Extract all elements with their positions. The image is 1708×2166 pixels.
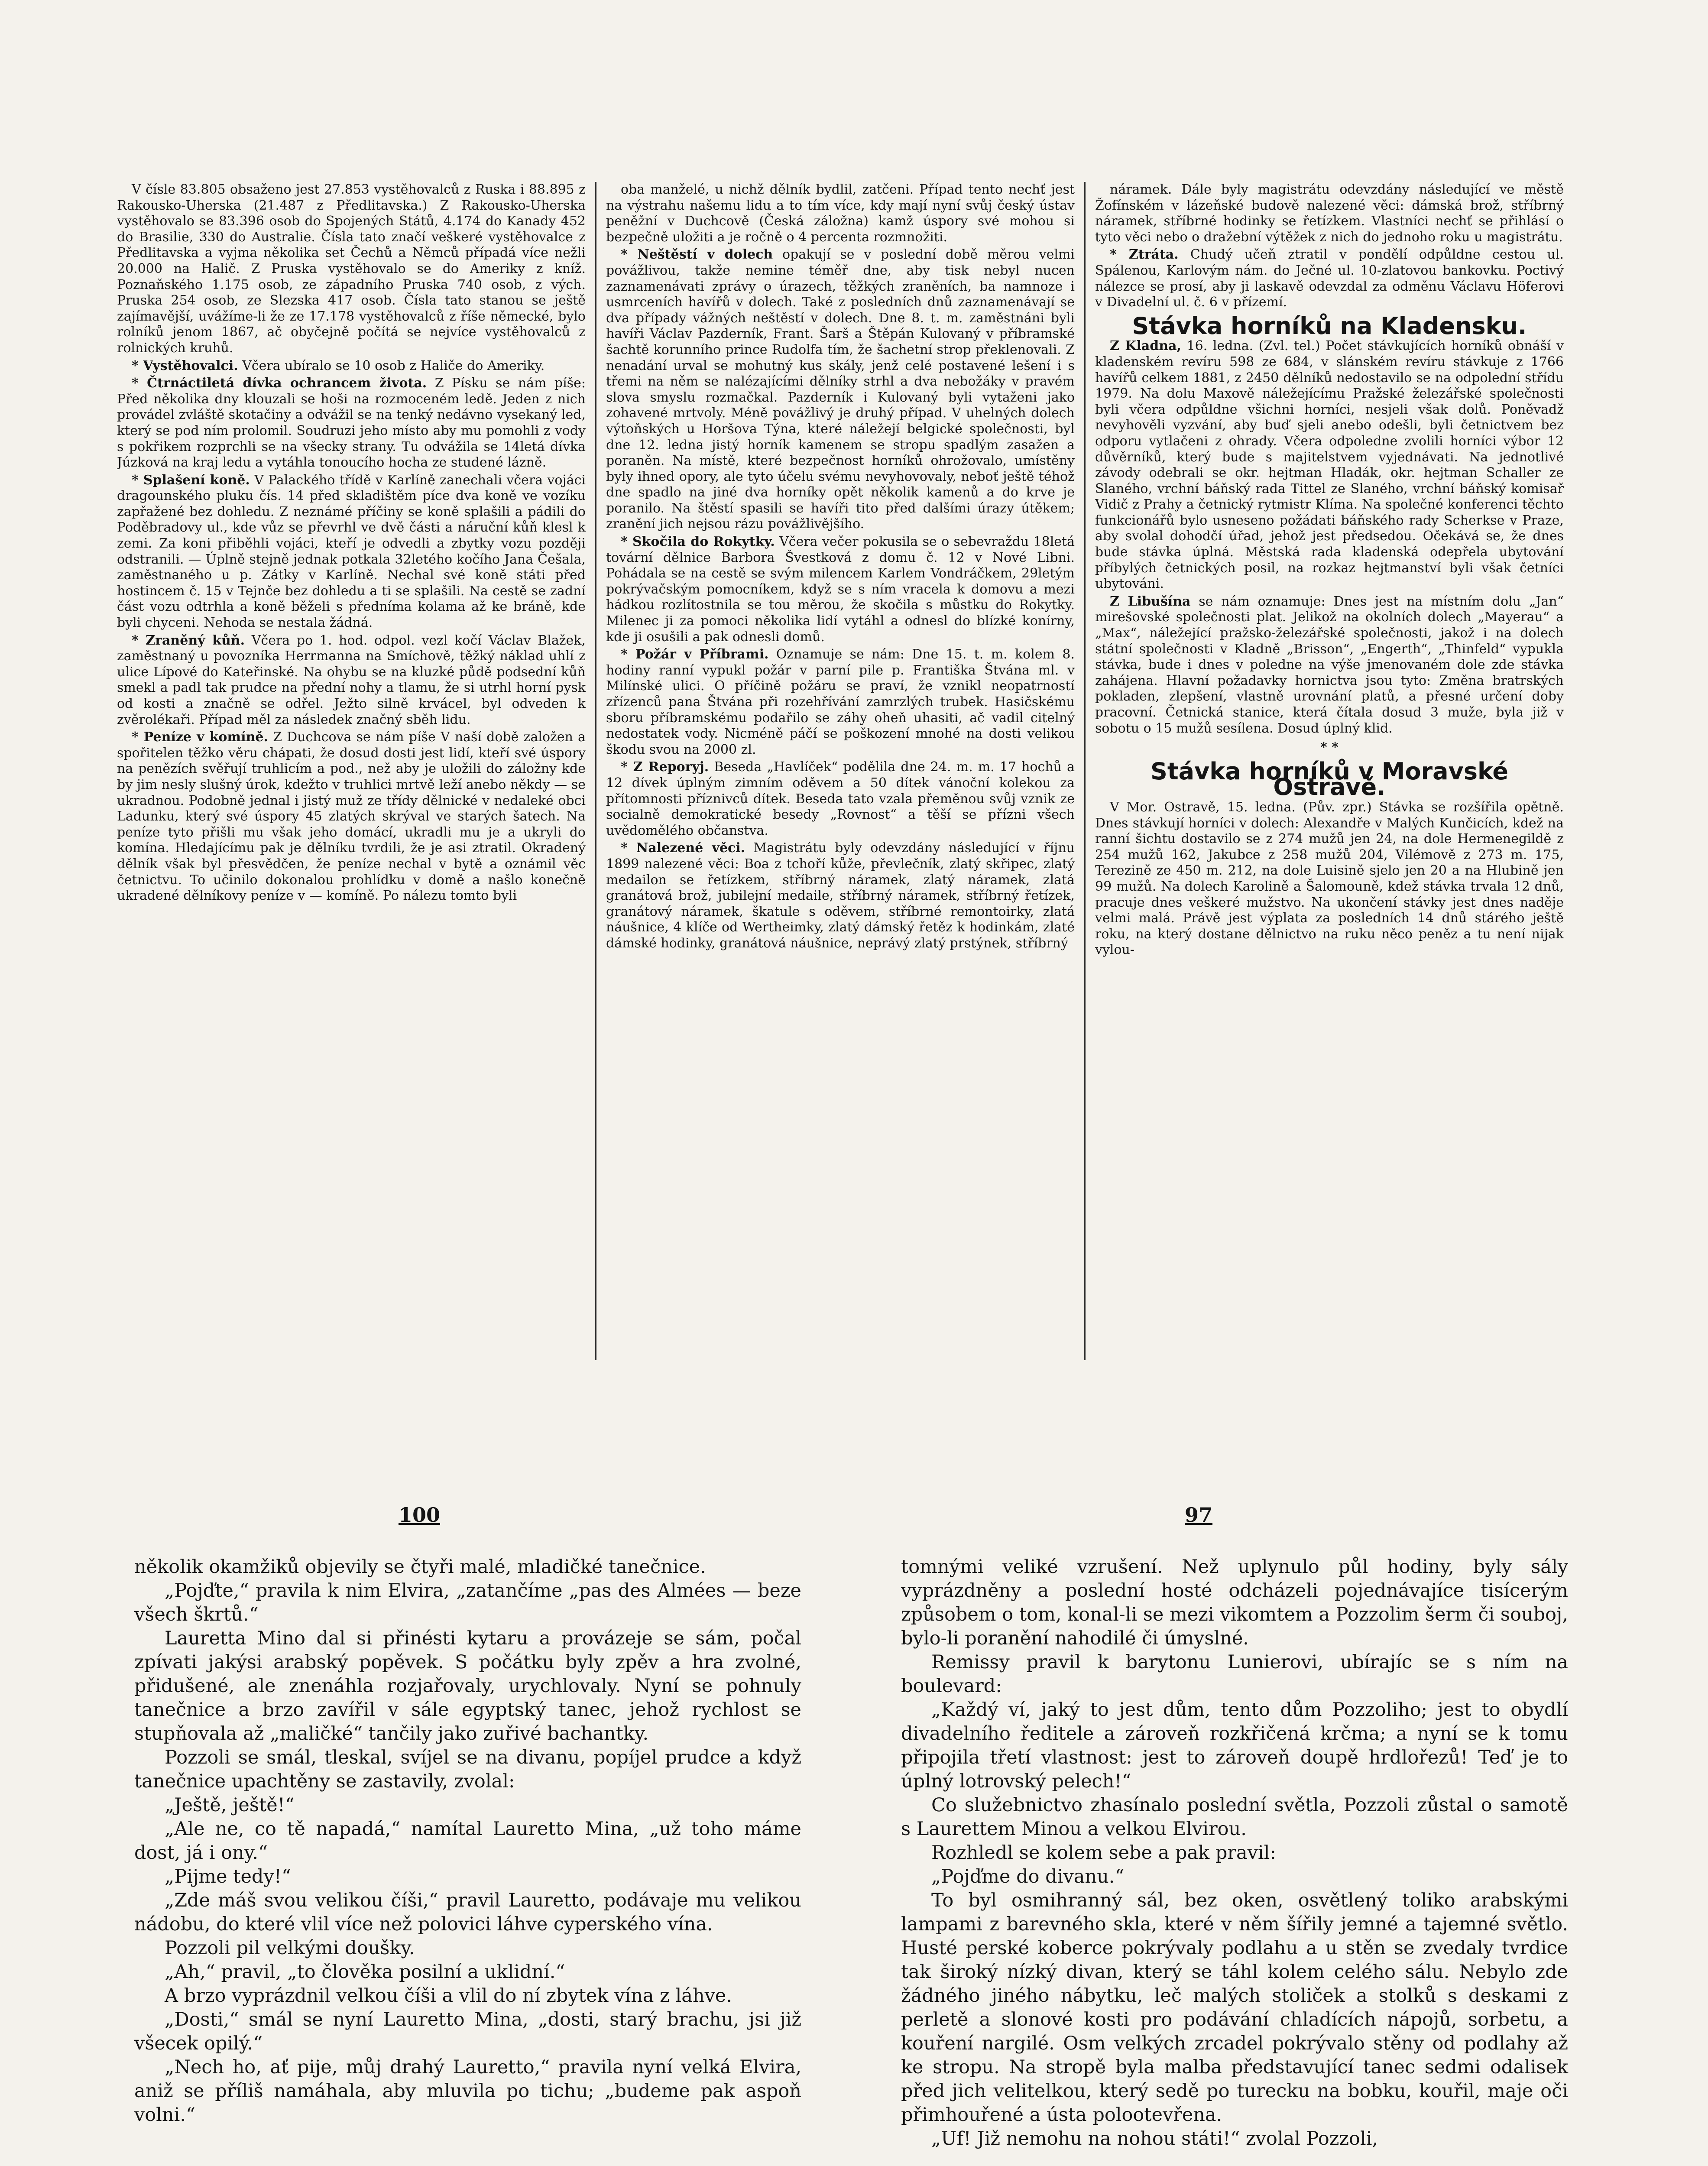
news-item-heading: Z Libušína — [1110, 593, 1191, 609]
news-item-heading: * Požár v Příbrami. — [621, 647, 769, 662]
news-paragraph — [1095, 182, 1564, 245]
news-item-text: Včera ubíralo se 10 osob z Haliče do Ameriky. — [238, 358, 545, 373]
news-item-text: Chudý učeň ztratil v pondělí odpůldne cestou ul. Spálenou, Karlovým nám. do Ječné ul. 10-zlatovou bankovku. Poctivý nálezce se prosí, aby ji laskavě odevzdal za odměnu Václavu Höferovi v Divadelní ul. č. 6 v přízemí. — [1095, 247, 1564, 310]
page-number-left: 100 — [399, 1503, 441, 1527]
news-paragraph — [606, 647, 1075, 758]
news-paragraph — [1095, 800, 1564, 958]
news-paragraph — [1095, 247, 1564, 310]
news-item-heading: * Peníze v komíně. — [132, 730, 268, 745]
novel-paragraph: A brzo vyprázdnil velkou číši a vlil do ní zbytek vína z láhve. — [165, 1985, 732, 2007]
novel-paragraph: To byl osmihranný sál, bez oken, osvětlený toliko arabskými lampami z barevného skla, které v něm šířily jemné a tajemné světlo. Husté perské koberce pokrývaly podlahu a u stěn se zvedaly tvrdice tak široký nízký divan, který se táhl kolem celého sálu. Nebylo zde žádného jiného nábytku, leč malých stoliček a stolků s deskami z perletě a slonové kosti pro podávání chladících nápojů, sorbetu, a kouření nargilé. Osm velkých zrcadel pokrývalo stěny od podlahy až ke stropu. Na stropě byla malba představující tanec sedmi odalisek před jich velitelkou, který sedě po turecku na bobku, kouřil, maje oči přimhouřené a ústa polootevřena. — [901, 1890, 1568, 2126]
novel-page-left — [134, 1555, 801, 2127]
news-paragraph — [117, 358, 586, 374]
news-item-heading: * Splašení koně. — [132, 472, 250, 488]
article-headline: Stávka horníků v Moravské Ostravě. — [1150, 757, 1509, 801]
news-item-text: Včera po 1. hod. odpol. vezl kočí Václav Blažek, zaměstnaný u povozníka Herrmanna na Smíchově, těžký náklad uhlí z ulice Lípové do Kateřinské. Na ohybu se na kluzké půdě podsední kůň smekl a padl tak prudce na přední nohy a tlamu, že si utrhl horní pysk od kosti a značně se odřel. Ježto silně krvácel, byl odveden k zvěrolékaři. Případ měl za následek značný sběh lidu. — [117, 632, 586, 727]
news-paragraph — [117, 376, 586, 471]
novel-paragraph: „Pojďme do divanu.“ — [931, 1866, 1125, 1887]
news-column-3 — [1095, 182, 1564, 1360]
novel-paragraph: „Každý ví, jaký to jest dům, tento dům Pozzoliho; jest to obydlí divadelního ředitele a zároveň rozkřičená krčma; a nyní se k tomu připojila třetí vlastnost: jest to zároveň doupě hrdlořezů! Teď je to úplný lotrovský pelech!“ — [901, 1699, 1568, 1792]
novel-paragraph: „Ah,“ pravil, „to člověka posilní a uklidní.“ — [165, 1961, 565, 1983]
novel-paragraph: Rozhledl se kolem sebe a pak pravil: — [931, 1842, 1276, 1864]
news-item-heading: * Nalezené věci. — [621, 840, 745, 856]
news-item-text: 16. ledna. (Zvl. tel.) Počet stávkujících horníků obnáší v kladenském revíru 598 ze 684, v slánském revíru stávkuje z 1766 havířů celkem 1881, z 2450 dělníků nedostavilo se na odpolední střídu 1979. Na dolu Maxově náležejícímu Pražské železářské společnosti byli včera odpůldne všichni horníci, nesjeli však dolů. Poněvadž nevyhověli vyzvání, aby buď sjeli anebo odešli, byli četnictvem bez odporu vytlačeni z ohrady. Včera odpoledne zvolili horníci výbor 12 důvěrníků, který bude s majitelstvem vyjednávati. Na jednotlivé závody odebrali se okr. hejtman Hladák, okr. hejtman Schaller ze Slaného, vrchní báňský rada Tittel ze Slaného, vrchní báňský komisař Vidič z Prahy a četnický rytmistr Klíma. Na společné konferenci těchto funkcionářů bylo usneseno požádati báňského rady Scherkse v Praze, aby svolal dohodčí úřad, jehož jest předsedou. Očekává se, že dnes bude stávka úplná. Městská rada kladenská odepřela ubytování příbylých četnických posil, na rozkaz hejtmanství byli však četníci ubytováni. — [1095, 338, 1564, 592]
news-item-heading: * Neštěstí v dolech — [621, 247, 773, 263]
news-item-heading: * Ztráta. — [1110, 247, 1179, 263]
news-column-2 — [606, 182, 1075, 1360]
novel-paragraph: „Nech ho, ať pije, můj drahý Lauretto,“ pravila nyní velká Elvira, aniž se příliš namáhala, aby mluvila po tichu; „budeme pak aspoň volni.“ — [134, 2056, 801, 2126]
news-paragraph — [117, 473, 586, 631]
news-paragraph — [1095, 594, 1564, 736]
novel-paragraph: tomnými veliké vzrušení. Než uplynulo půl hodiny, byly sály vyprázdněny a poslední hosté odcházeli pojednávajíce tisícerým způsobem o tom, konal-li se mezi vikomtem a Pozzolim šerm či souboj, bylo-li poranění nahodilé či úmyslné. — [901, 1556, 1568, 1649]
news-item-text: Z Duchcova se nám píše V naší době založen a spořitelen těžko věru chápati, že dosud dosti jest lidí, kteří své úspory na penězích svěřují truhlicím a pod., než aby je uložili do záložny kde by jim nesly slušný úrok, kdežto v truhlici mrtvě leží anebo někdy — se ukradnou. Podobně jednal i jistý muž ze třídy dělnické v nedaleké obci Ladunku, který své úspory 45 zlatých skrýval ve starých šatech. Na peníze tyto přišli mu však jeho domácí, ukradli mu je a ukryli do komína. Hledajícímu pak je dělníku tvrdili, že je asi ztratil. Okradený dělník však byl přesvědčen, že peníze nechal v bytě a oznámil věc četnictvu. To učinilo dokonalou prohlídku v domě a našlo konečně ukradené dělníkovy peníze v — komíně. Po nálezu tomto byli — [117, 730, 586, 904]
news-item-text: Magistrátu byly odevzdány následující v říjnu 1899 nalezené věci: Boa z tchoří kůže, převlečník, zlatý skřipec, zlatý medailon se řetízkem, stříbrný náramek, zlatý náramek, zlatá granátová brož, jubilejní medaile, stříbrný náramek, stříbrný řetízek, granátový náramek, škatule s oděvem, stříbrné remontoirky, zlatá náušnice, 4 klíče od Wertheimky, zlatý dámský řetěz k hodinkám, zlaté dámské hodinky, granátová náušnice, neprávý zlatý prstýnek, stříbrný — [606, 840, 1075, 951]
novel-paragraph: „Uf! Již nemohu na nohou státi!“ zvolal Pozzoli, — [931, 2128, 1378, 2150]
column-divider — [1084, 182, 1086, 1360]
news-paragraph — [606, 247, 1075, 532]
novel-paragraph: „Zde máš svou velikou číši,“ pravil Lauretto, podávaje mu velikou nádobu, do které vlil více než polovici láhve cyperského vína. — [134, 1890, 801, 1935]
news-item-text: Oznamuje se nám: Dne 15. t. m. kolem 8. hodiny ranní vypukl požár v parní pile p. Františka Štvána ml. v Milínské ulici. O příčině požáru se praví, že vznikl neopatrností zřízenců pana Štvána při rozehřívání zamrzlých trubek. Hasičskému sboru příbramskému podařilo se záhy oheň uhasiti, ač vadil citelný nedostatek vody. Nicméně páčí se poškození mnohé na dosti velikou škodu svou na 2000 zl. — [606, 647, 1075, 757]
section-separator: * * — [1320, 740, 1339, 756]
news-item-text: Z Písku se nám píše: Před několika dny klouzali se hoši na rozmoceném ledě. Jeden z nich provádel zvláště skotačiny a odvážil se na tenký nedávno vysekaný led, který se pod ním prolomil. Soudruzi jeho místo aby mu pomohli z vody s pokřikem rozprchli se na všecky strany. Tu odvážila se 14letá dívka Júzková na kraj ledu a vytáhla tonoucího hocha ze studené lázně. — [117, 376, 586, 470]
novel-paragraph: „Ještě, ještě!“ — [165, 1794, 295, 1816]
novel-paragraph: „Pojďte,“ pravila k nim Elvira, „zatančíme „pas des Almées — beze všech škrtů.“ — [134, 1580, 801, 1625]
news-item-heading: * Čtrnáctiletá dívka ochrancem života. — [132, 376, 427, 391]
news-paragraph — [1095, 338, 1564, 592]
news-item-heading: * Z Reporyj. — [621, 759, 709, 775]
news-item-text: V čísle 83.805 obsaženo jest 27.853 vystěhovalců z Ruska i 88.895 z Rakousko-Uherska (21.487 z Předlitavska.) Z Rakousko-Uherska vystěhovalo se 83.396 osob do Spojených Států, 4.174 do Kanady 452 do Brasilie, 330 do Australie. Čísla tato značí veškeré vystěhovalce z Předlitavska a vyjma několika set Čechů a Němců případá více nežli 20.000 na Halič. Z Pruska vystěhovalo se do Ameriky z kníž. Poznaňského 1.175 osob, ze západního Pruska 740 osob, z vých. Pruska 254 osob, ze Slezska 417 osob. Čísla tato stanou se ještě zajímavější, uvážíme-li že ze 17.178 vystěhovalců z říše německé, bylo rolníků jenom 1867, ač obyčejně počítá se nejvíce vystěhovalců z rolnických kruhů. — [117, 182, 586, 356]
column-divider — [595, 182, 596, 1360]
news-item-text: opakují se v poslední době měrou velmi povážlivou, takže nemine téměř dne, aby tisk nebyl nucen zaznamenávati zprávy o úrazech, těžkých zraněních, ba namnoze i usmrceních havířů v dolech. Také z posledních dnů zaznamenávají se dva případy vážných neštěstí v dolech. Dne 8. t. m. zaměstnáni byli havíři Václav Pazderník, Frant. Šarš a Štěpán Kulovaný v příbramské šachtě korunního prince Rudolfa tím, že šachetní strop překlenovali. Z nenadání urval se mohutný kus skály, jenž celé postavené lešení i s třemi na něm se nalézajícími dělníky strhl a dva nebožáky v pravém slova smyslu rozmačkal. Pazderník i Kulovaný byli vytaženi jako zohavené mrtvoly. Méně povážlivý je druhý případ. V uhelných dolech výtoňských u Horšova Týna, které náležejí belgické společnosti, byl dne 12. ledna jistý horník kamenem se stropu spadlým zasažen a poraněn. Na místě, které bezpečnost horníků ohrožovalo, umístěny byly ihned opory, ale tyto účelu svému nevyhovovaly, neboť ještě téhož dne spadlo na jiné dva horníky opět několik kamenů a do krve je poranilo. Na štěstí spasili se havíři tito před dalšími úrazy útěkem; zranění jich nejsou rázu povážlivějšího. — [606, 247, 1075, 532]
news-item-heading: Z Kladna, — [1110, 338, 1181, 354]
news-paragraph — [117, 182, 586, 357]
news-item-text: V Mor. Ostravě, 15. ledna. (Pův. zpr.) Stávka se rozšířila opětně. Dnes stávkují horníci v dolech: Alexandře v Malých Kunčicích, kdež na ranní šichtu dostavilo se z 274 mužů jen 24, na dole Hermenegildě z 254 mužů 162, Jakubce z 258 mužů 204, Vilémově z 273 m. 175, Terezině ze 450 m. 212, na dole Luisině sjelo jen 20 a na Hlubině jen 99 mužů. Na dolech Karolině a Šalomouně, kdež stávka trvala 12 dnů, pracuje dnes veškeré mužstvo. Na ukončení stávky jest dnes naděje velmi malá. Právě jest výplata za posledních 14 dnů stárého ještě roku, na který dostane dělnictvo na ruku něco peněz a tu není nijak vylou- — [1095, 799, 1564, 958]
news-paragraph — [606, 182, 1075, 245]
article-headline: Stávka horníků na Kladensku. — [1132, 312, 1527, 340]
novel-paragraph: Pozzoli se smál, tleskal, svíjel se na divanu, popíjel prudce a když tanečnice upachtěny se zastavily, zvolal: — [134, 1747, 801, 1792]
news-columns — [117, 182, 1564, 1360]
news-item-text: Včera večer pokusila se o sebevraždu 18letá tovární dělnice Barbora Švestková z domu č. 12 v Nové Libni. Pohádala se na cestě se svým milencem Karlem Vondráčkem, 29letým pokrývačským pomocníkem, když se s ním vracela k domovu a mezi hádkou rozlítostnila se tou měrou, že skočila s můstku do Rokytky. Milenec ji za pomoci několika lidí vytáhl a odnesl do blízké konírny, kde ji osušili a pak odnesli domů. — [606, 534, 1075, 645]
novel-paragraph: Pozzoli pil velkými doušky. — [165, 1937, 415, 1959]
news-paragraph — [117, 730, 586, 904]
novel-paragraph: několik okamžiků objevily se čtyři malé, mladičké tanečnice. — [134, 1556, 706, 1578]
news-item-heading: * Skočila do Rokytky. — [621, 534, 775, 550]
novel-paragraph: „Pijme tedy!“ — [165, 1866, 291, 1887]
novel-paragraph: „Dosti,“ smál se nyní Lauretto Mina, „dosti, starý brachu, jsi již všecek opilý.“ — [134, 2009, 801, 2054]
novel-paragraph: Remissy pravil k barytonu Lunierovi, ubírajíc se s ním na boulevard: — [901, 1651, 1568, 1697]
news-column-1 — [117, 182, 586, 1360]
page-number-right: 97 — [1185, 1503, 1213, 1527]
news-item-text: náramek. Dále byly magistrátu odevzdány následující ve městě Žofínském v lázeňské budově nalezené věci: dámská brož, stříbrný náramek, stříbrné hodinky se řetízkem. Vlastníci nechť se přihlásí o tyto věci nebo o dražební výtěžek z nich do jednoho roku u magistrátu. — [1095, 182, 1564, 245]
news-paragraph — [606, 534, 1075, 645]
novel-paragraph: Lauretta Mino dal si přinésti kytaru a provázeje se sám, počal zpívati jakýsi arabský popěvek. S počátku byly zpěv a hra zvolné, přidušené, ale znenáhla rozjařovaly, urychlovaly. Nyní se pohnuly tanečnice a brzo zavířil v sále egyptský tanec, jehož rychlost se stupňovala až „maličké“ tančily jako zuřivé bachantky. — [134, 1628, 801, 1744]
novel-paragraph: „Ale ne, co tě napadá,“ namítal Lauretto Mina, „už toho máme dost, já i ony.“ — [134, 1818, 801, 1864]
news-item-text: oba manželé, u nichž dělník bydlil, zatčeni. Případ tento nechť jest na výstrahu našemu lidu a to tím více, kdy mají nyní svůj český ústav peněžní v Duchcově (Česká záložna) kamž úspory své mohou si bezpečně uložiti a je ročně o 4 percenta rozmnožiti. — [606, 182, 1075, 245]
news-paragraph — [606, 759, 1075, 839]
novel-paragraph: Co služebnictvo zhasínalo poslední světla, Pozzoli zůstal o samotě s Laurettem Minou a velkou Elvirou. — [901, 1794, 1568, 1840]
novel-page-right — [901, 1555, 1568, 2151]
news-item-text: V Palackého třídě v Karlíně zanechali včera vojáci dragounského pluku čís. 14 před skladištěm píce dva koně ve vozíku zapřažené bez dohledu. Z neznámé příčiny se koně splašili a pádili do Poděbradovy ul., kde vůz se převrhl ve dvě části a náruční kůň klesl k zemi. Za koni přiběhli vojáci, kteří je odvedli a zbytky vozu později odstranili. — Úplně stejně jednak potkala 32letého kočího Jana Češala, zaměstnaného u p. Zátky v Karlíně. Nechal své koně státi před hostincem č. 15 v Tejnče bez dohledu a ti se splašili. Na cestě se zadní část vozu odtrhla a koně běželi s předníma kolama až ke bráně, kde byli chyceni. Nehoda se nestala žádná. — [117, 472, 586, 631]
news-paragraph — [117, 633, 586, 728]
news-item-heading: * Zraněný kůň. — [132, 632, 245, 648]
news-item-heading: * Vystěhovalci. — [132, 358, 238, 373]
news-paragraph — [606, 840, 1075, 951]
news-item-text: se nám oznamuje: Dnes jest na místním dolu „Jan“ mirešovské společnosti plat. Jelikož na okolních dolech „Mayerau“ a „Max“, náležející pražsko-železářské společnosti, jakož i na dolech státní společnosti v Kladně „Brisson“, „Engerth“, „Thinfeld“ vypukla stávka, bude i dnes v poledne na výše jmenovaném dole zde stávka zahájena. Hlavní požadavky hornictva jsou tyto: Změna bratrských pokladen, zlepšení, vlastně urovnání platů, a přesné určení doby pracovní. Četnická stanice, která čítala dosud 3 muže, byla již v sobotu o 15 mužů sesílena. Dosud úplný klid. — [1095, 593, 1564, 736]
news-item-text: Beseda „Havlíček“ podělila dne 24. m. m. 17 hochů a 12 dívek úplným zimním oděvem a 50 dítek vánoční kolekou za přítomnosti příznivců dítek. Beseda tato vzala přeměnou svůj vznik ze socialně demokratické besedy „Rovnost“ a těší se přízni všech uvědomělého občanstva. — [606, 759, 1075, 838]
